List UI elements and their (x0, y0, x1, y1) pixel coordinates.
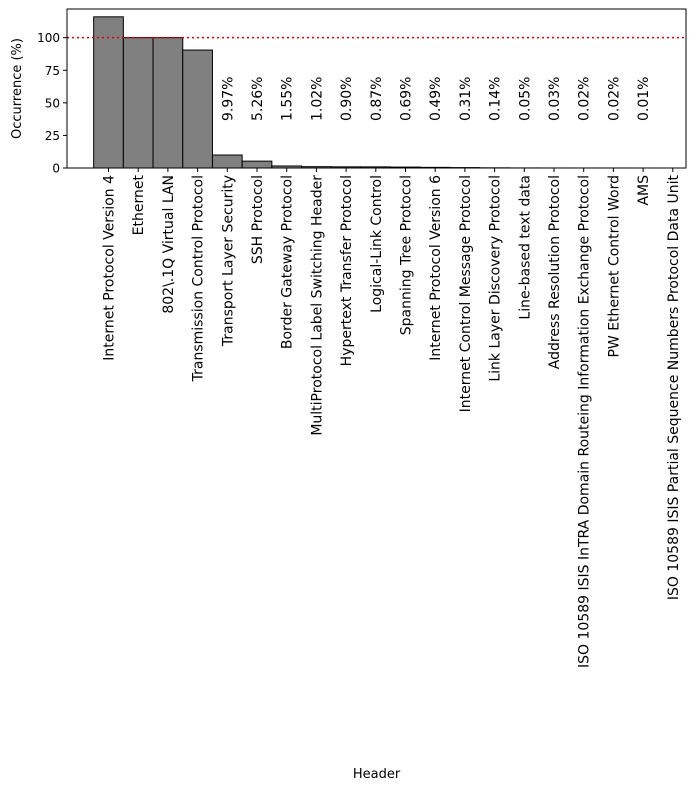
data-label: 9.97% (220, 77, 236, 121)
bar (242, 161, 272, 168)
y-tick-label: 75 (45, 64, 60, 78)
x-tick-label: Line-based text data (517, 175, 533, 320)
x-tick-label: Spanning Tree Protocol (399, 175, 415, 335)
x-tick-label: 802\.1Q Virtual LAN (161, 175, 177, 314)
data-labels-layer (220, 77, 652, 121)
y-axis-label: Occurrence (%) (10, 38, 25, 139)
x-tick-label: AMS (636, 175, 652, 206)
data-label: 0.69% (399, 77, 415, 121)
x-tick-label: MultiProtocol Label Switching Header (309, 175, 325, 436)
data-label: 0.49% (428, 77, 444, 121)
x-tick-label: Border Gateway Protocol (280, 175, 296, 349)
y-tick-label: 25 (45, 129, 60, 143)
bar (94, 17, 124, 168)
x-tick-label: Transmission Control Protocol (191, 175, 207, 382)
data-label: 0.05% (517, 77, 533, 121)
data-label: 5.26% (250, 77, 266, 121)
x-tick-label: Link Layer Discovery Protocol (488, 175, 504, 382)
x-tick-label: ISO 10589 ISIS Partial Sequence Numbers Protocol Data Unit (666, 174, 682, 600)
bar (123, 38, 153, 168)
y-tick-label: 0 (52, 162, 60, 176)
bar (183, 50, 213, 168)
data-label: 0.90% (339, 77, 355, 121)
x-tick-label: Transport Layer Security (220, 175, 236, 347)
x-tick-label: Address Resolution Protocol (547, 175, 563, 369)
x-tick-label: SSH Protocol (250, 175, 266, 264)
x-tick-label: ISO 10589 ISIS InTRA Domain Routeing Information Exchange Protocol (577, 175, 593, 668)
x-tick-label: Internet Protocol Version 4 (102, 175, 118, 361)
x-tick-label: Logical-Link Control (369, 175, 385, 313)
y-tick-label: 100 (37, 31, 60, 45)
data-label: 0.03% (547, 77, 563, 121)
data-label: 0.01% (636, 77, 652, 121)
x-tick-label: PW Ethernet Control Word (606, 175, 622, 358)
x-axis-label: Header (353, 767, 401, 782)
x-axis (102, 168, 682, 668)
data-label: 0.02% (577, 77, 593, 121)
x-tick-label: Hypertext Transfer Protocol (339, 175, 355, 366)
data-label: 1.02% (309, 77, 325, 121)
data-label: 0.02% (606, 77, 622, 121)
y-axis (37, 31, 67, 175)
data-label: 0.87% (369, 77, 385, 121)
x-tick-label: Internet Control Message Protocol (458, 175, 474, 412)
data-label: 0.31% (458, 77, 474, 121)
x-tick-label: Ethernet (131, 174, 147, 235)
bar (212, 155, 242, 168)
bar (153, 38, 183, 168)
x-tick-label: Internet Protocol Version 6 (428, 175, 444, 361)
data-label: 1.55% (280, 77, 296, 121)
data-label: 0.14% (488, 77, 504, 121)
y-tick-label: 50 (45, 96, 60, 110)
